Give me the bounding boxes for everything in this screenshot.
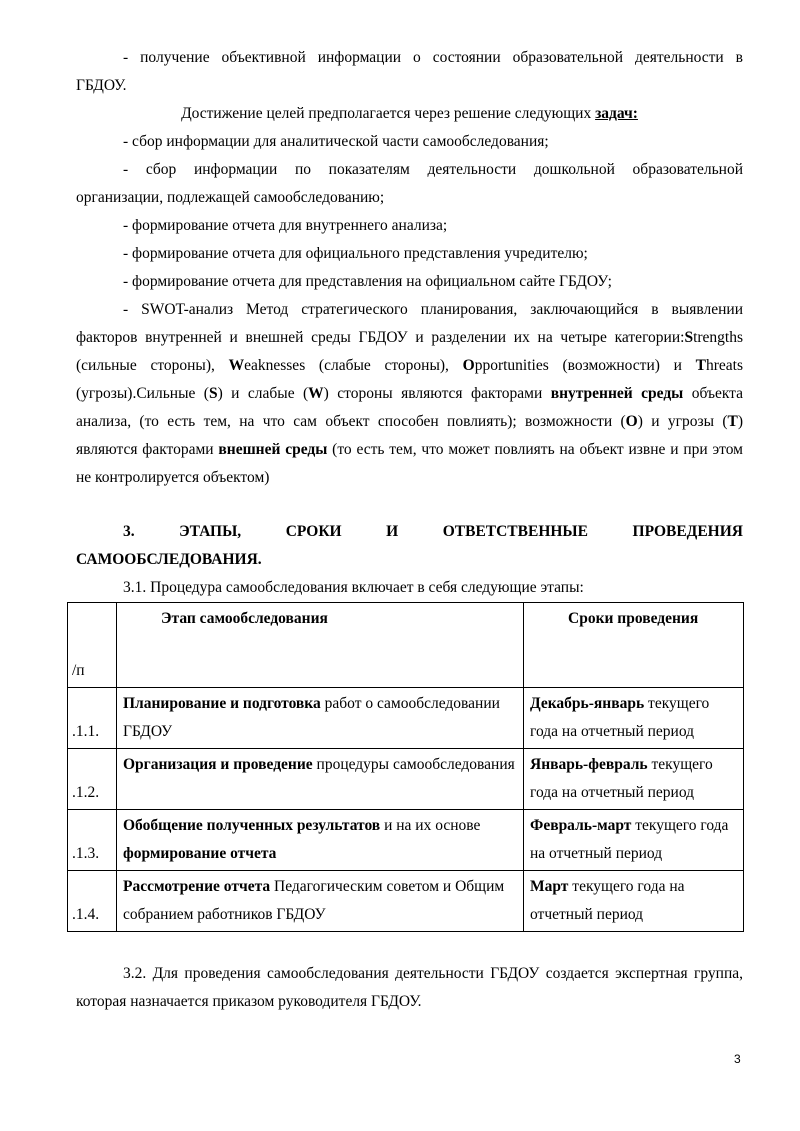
text-span: ГБДОУ. [76, 77, 127, 94]
table-header-row [68, 603, 744, 688]
tasks-heading: задач: [595, 105, 638, 122]
stages-table [67, 602, 744, 932]
text-span: организации, подлежащей самообследованию; [76, 189, 385, 206]
table-row [68, 688, 744, 749]
row-stage [117, 688, 524, 749]
header-stage: Этап самообследования [117, 603, 524, 688]
text-span: - сбор информации для аналитической части самообследования; [123, 133, 549, 150]
text-span: pportunities (возможности) и [474, 357, 696, 374]
term-text: текущего года на отчетный период [530, 878, 685, 923]
text-span: - сбор информации по показателям деятельности дошкольной образовательной [123, 161, 743, 178]
term-bold: Март [530, 878, 569, 895]
bullet-item [76, 212, 743, 240]
row-stage [117, 810, 524, 871]
letter-w: W [308, 385, 324, 402]
term-bold: Декабрь-январь [530, 695, 645, 712]
row-num: .1.4. [68, 871, 117, 932]
document-page [72, 44, 744, 1016]
stage-text: процедуры самообследования [312, 756, 515, 773]
section-3-title-cont [76, 546, 743, 574]
section-title-line: САМООБСЛЕДОВАНИЯ. [76, 551, 262, 568]
text-span: ) и угрозы ( [637, 413, 728, 430]
term-bold: Январь-февраль [530, 756, 648, 773]
letter-o: O [462, 357, 475, 374]
letter-w: W [228, 357, 245, 374]
outer-env-term: внешней среды [218, 441, 328, 458]
text-span: hreats (угрозы).Сильные ( [76, 357, 743, 402]
term-bold: Февраль-март [530, 817, 632, 834]
text-span: Достижение целей предполагается через решение следующих [181, 105, 596, 122]
text-span: eaknesses (слабые стороны), [244, 357, 463, 374]
page-number: 3 [734, 1052, 741, 1066]
text-span: - формирование отчета для официального представления учредителю; [123, 245, 588, 262]
row-num: .1.1. [68, 688, 117, 749]
text-span: ) и слабые ( [217, 385, 309, 402]
row-num: .1.2. [68, 749, 117, 810]
text-span: заключающийся в выявлении факторов внутренней и внешней среды ГБДОУ и разделении их на четыре категории: [76, 301, 743, 346]
text-span: - формирование отчета для внутреннего анализа; [123, 217, 448, 234]
bullet-item [76, 268, 743, 296]
stage-bold: формирование отчета [123, 845, 277, 862]
text-span: (то есть тем, что может повлиять на объект извне и при этом не контролируется объектом) [76, 441, 743, 486]
stage-bold: Организация и проведение [123, 756, 313, 773]
term-text: текущего года на отчетный период [530, 817, 729, 862]
table-row [68, 749, 744, 810]
bullet-item [76, 128, 743, 156]
stage-text: работ о самообследовании ГБДОУ [123, 695, 500, 740]
stage-bold: Планирование и подготовка [123, 695, 321, 712]
bullet-item [76, 240, 743, 268]
section-3-title [76, 518, 743, 546]
text-span: 3.2. Для проведения самообследования деятельности ГБДОУ создается экспертная группа, которая назначается приказом руководителя ГБДОУ. [76, 965, 743, 1010]
text-span: 3.1. Процедура самообследования включает в себя следующие этапы: [123, 579, 584, 596]
stage-bold: Рассмотрение отчета [123, 878, 271, 895]
letter-s: S [208, 385, 218, 402]
row-stage [117, 871, 524, 932]
paragraph-goal-cont [76, 72, 743, 100]
paragraph-3-2 [76, 960, 743, 1016]
inner-env-term: внутренней среды [550, 385, 684, 402]
text-span: trengths (сильные стороны), [76, 329, 743, 374]
letter-s: S [684, 329, 694, 346]
header-term: Сроки проведения [524, 603, 744, 688]
section-title-line: 3. ЭТАПЫ, СРОКИ И ОТВЕТСТВЕННЫЕ ПРОВЕДЕНИЯ [123, 523, 743, 540]
section-3-intro [76, 574, 743, 602]
bullet-item-cont [76, 184, 743, 212]
row-term [524, 871, 744, 932]
table-row [68, 871, 744, 932]
table-row [68, 810, 744, 871]
swot-paragraph [76, 296, 743, 492]
letter-t: T [727, 413, 738, 430]
letter-t: T [695, 357, 706, 374]
term-text: текущего года на отчетный период [530, 756, 713, 801]
row-term [524, 810, 744, 871]
term-text: текущего года на отчетный период [530, 695, 710, 740]
text-span: - формирование отчета для представления на официальном сайте ГБДОУ; [123, 273, 612, 290]
paragraph-tasks-intro [76, 100, 743, 128]
text-span: - получение объективной информации о состоянии образовательной деятельности в [123, 49, 743, 66]
row-term [524, 749, 744, 810]
stage-text: Педагогическим советом и Общим собранием работников ГБДОУ [123, 878, 505, 923]
text-span: объекта анализа, (то есть тем, на что сам объект способен повлиять); возможности ( [76, 385, 744, 430]
row-num: .1.3. [68, 810, 117, 871]
bullet-item [76, 156, 743, 184]
letter-o: O [625, 413, 638, 430]
header-num: /п [68, 603, 117, 688]
text-span: ) являются факторами [76, 413, 743, 458]
row-term [524, 688, 744, 749]
paragraph-goal [76, 44, 743, 72]
row-stage [117, 749, 524, 810]
stage-bold: Обобщение полученных результатов [123, 817, 381, 834]
stage-text: и на их основе [380, 817, 481, 834]
text-span: - SWOT-анализ Метод стратегического планирования, [123, 301, 518, 318]
text-span: ) стороны являются факторами [323, 385, 551, 402]
